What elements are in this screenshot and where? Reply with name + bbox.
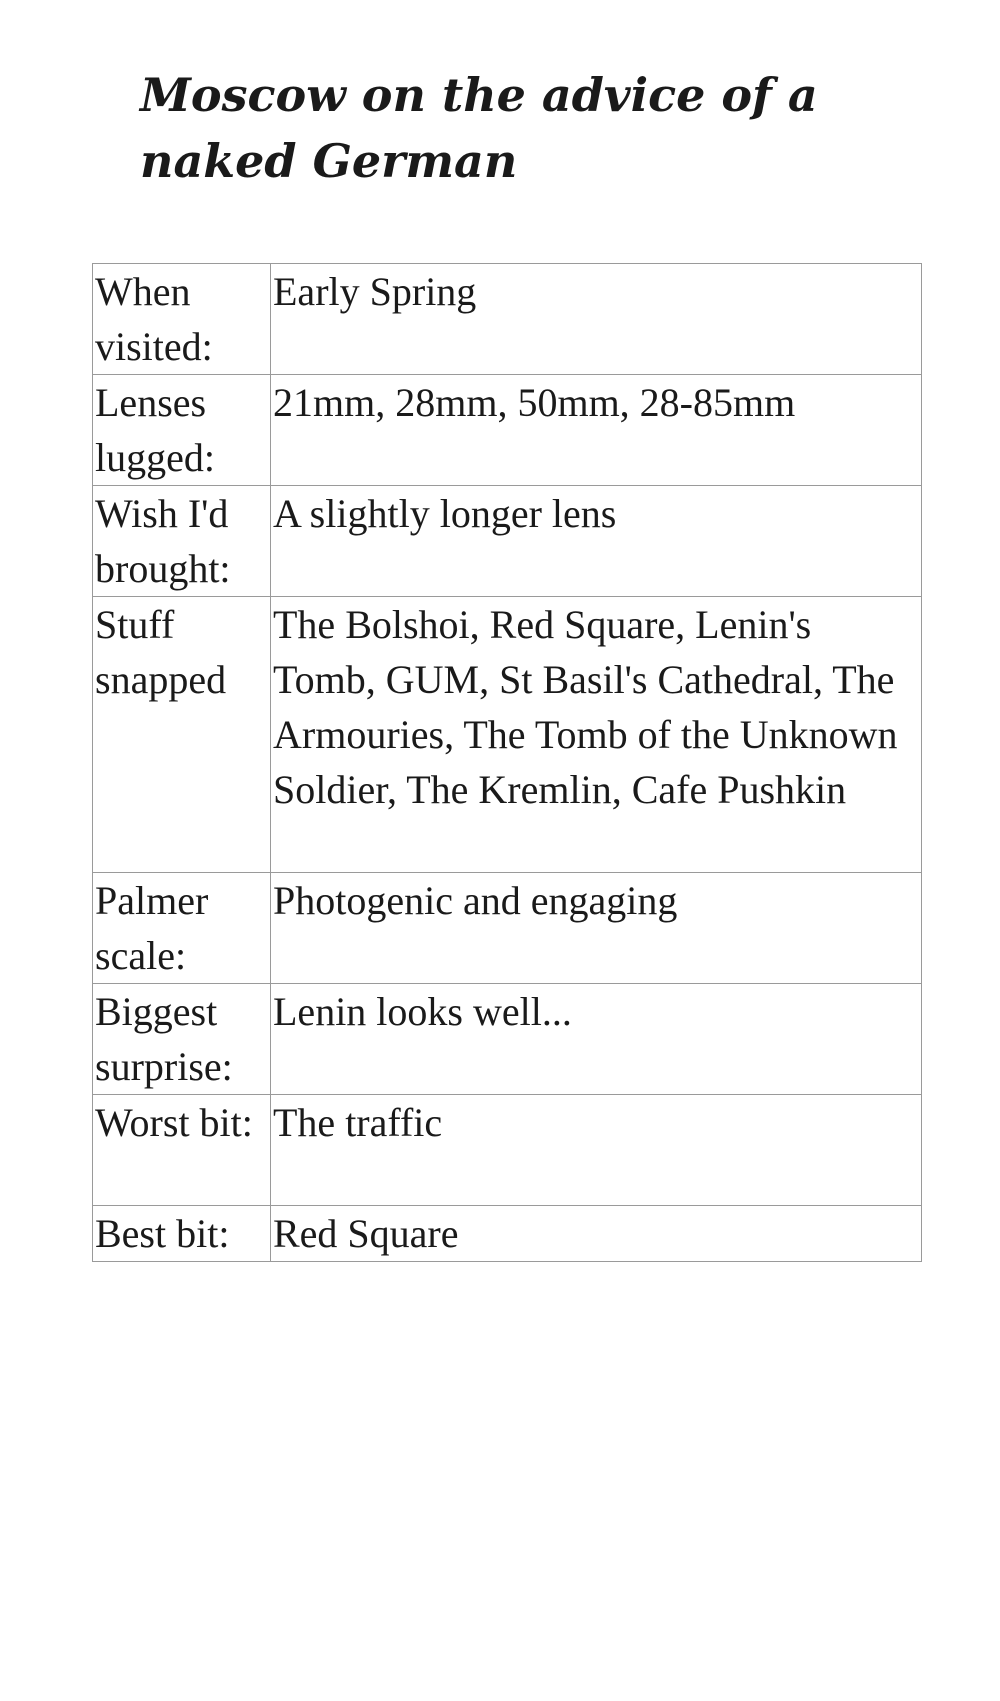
row-label: Palmer scale:	[93, 873, 271, 984]
row-value: Red Square	[271, 1206, 922, 1262]
table-row-palmer-scale	[93, 873, 922, 984]
row-label: Lenses lugged:	[93, 375, 271, 486]
row-label: Biggest surprise:	[93, 984, 271, 1095]
row-value: 21mm, 28mm, 50mm, 28-85mm	[271, 375, 922, 486]
row-value: The traffic	[271, 1095, 922, 1206]
row-label: When visited:	[93, 264, 271, 375]
table-row-when-visited	[93, 264, 922, 375]
row-label: Best bit:	[93, 1206, 271, 1262]
trip-info-table	[92, 263, 922, 1262]
row-value: Early Spring	[271, 264, 922, 375]
row-label: Worst bit:	[93, 1095, 271, 1206]
row-value: The Bolshoi, Red Square, Lenin's Tomb, GUM, St Basil's Cathedral, The Armouries, The Tomb of the Unknown Soldier, The Kremlin, Cafe Pushkin	[271, 597, 922, 873]
table-row-wish-brought	[93, 486, 922, 597]
row-label: Wish I'd brought:	[93, 486, 271, 597]
row-value: Lenin looks well...	[271, 984, 922, 1095]
row-value: Photogenic and engaging	[271, 873, 922, 984]
row-value: A slightly longer lens	[271, 486, 922, 597]
table-row-best-bit	[93, 1206, 922, 1262]
table-row-biggest-surprise	[93, 984, 922, 1095]
table-row-stuff-snapped	[93, 597, 922, 873]
row-label: Stuff snapped	[93, 597, 271, 873]
article-title: Moscow on the advice of a naked German	[140, 68, 818, 188]
table-row-lenses-lugged	[93, 375, 922, 486]
table-row-worst-bit	[93, 1095, 922, 1206]
